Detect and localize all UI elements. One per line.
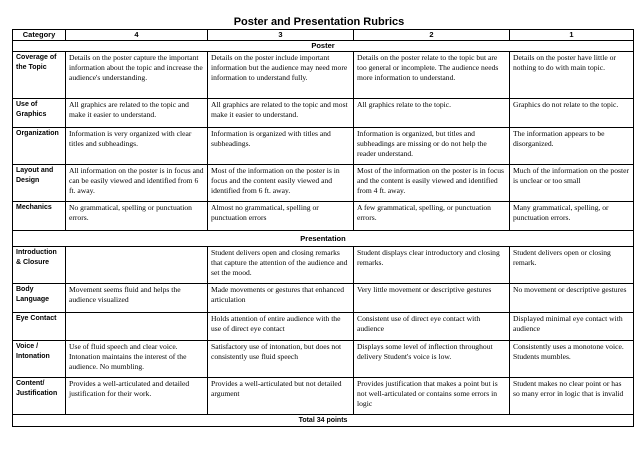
section-poster: Poster bbox=[13, 41, 634, 52]
table-row bbox=[13, 128, 634, 165]
score-1-cell: Many grammatical, spelling, or punctuation errors. bbox=[510, 202, 634, 231]
score-4-cell bbox=[66, 313, 208, 341]
category-cell: Voice / Intonation bbox=[13, 341, 66, 378]
score-1-cell: Consistently uses a monotone voice. Students mumbles. bbox=[510, 341, 634, 378]
score-2-cell: Consistent use of direct eye contact with audience bbox=[354, 313, 510, 341]
score-3-cell: Made movements or gestures that enhanced articulation bbox=[208, 284, 354, 313]
score-4-cell: Information is very organized with clear titles and subheadings. bbox=[66, 128, 208, 165]
score-3-cell: Satisfactory use of intonation, but does not consistently use fluid speech bbox=[208, 341, 354, 378]
score-3-cell: Details on the poster include important information but the audience may need more information to understand fully. bbox=[208, 52, 354, 99]
category-cell: Layout and Design bbox=[13, 165, 66, 202]
table-row bbox=[13, 165, 634, 202]
category-cell: Mechanics bbox=[13, 202, 66, 231]
score-3-cell: Almost no grammatical, spelling or punctuation errors bbox=[208, 202, 354, 231]
table-row bbox=[13, 99, 634, 128]
category-cell: Eye Contact bbox=[13, 313, 66, 341]
category-cell: Organization bbox=[13, 128, 66, 165]
score-4-cell: Details on the poster capture the important information about the topic and increase the audience's understanding. bbox=[66, 52, 208, 99]
header-score-3: 3 bbox=[208, 30, 354, 41]
score-2-cell: Displays some level of inflection throughout delivery Student's voice is low. bbox=[354, 341, 510, 378]
score-4-cell: Provides a well-articulated and detailed justification for their work. bbox=[66, 378, 208, 415]
category-cell: Coverage of the Topic bbox=[13, 52, 66, 99]
header-score-1: 1 bbox=[510, 30, 634, 41]
section-row-poster bbox=[13, 41, 634, 52]
category-cell: Content/ Justification bbox=[13, 378, 66, 415]
header-score-2: 2 bbox=[354, 30, 510, 41]
score-3-cell: All graphics are related to the topic and most make it easier to understand. bbox=[208, 99, 354, 128]
total-row bbox=[13, 415, 634, 427]
rubric-title: Poster and Presentation Rubrics bbox=[233, 16, 405, 28]
score-2-cell: Information is organized, but titles and subheadings are missing or do not help the reader understand. bbox=[354, 128, 510, 165]
score-3-cell: Provides a well-articulated but not detailed argument bbox=[208, 378, 354, 415]
score-2-cell: Provides justification that makes a point but is not well-articulated or contains some errors in logic bbox=[354, 378, 510, 415]
score-2-cell: Student displays clear introductory and closing remarks. bbox=[354, 247, 510, 284]
score-1-cell: The information appears to be disorganized. bbox=[510, 128, 634, 165]
score-1-cell: Much of the information on the poster is unclear or too small bbox=[510, 165, 634, 202]
score-4-cell: All information on the poster is in focus and can be easily viewed and identified from 6 ft. away. bbox=[66, 165, 208, 202]
header-category: Category bbox=[13, 30, 66, 41]
category-cell: Introduction & Closure bbox=[13, 247, 66, 284]
score-4-cell bbox=[66, 247, 208, 284]
table-row bbox=[13, 247, 634, 284]
score-2-cell: All graphics relate to the topic. bbox=[354, 99, 510, 128]
section-presentation: Presentation bbox=[13, 231, 634, 247]
score-1-cell: Student delivers open or closing remark. bbox=[510, 247, 634, 284]
category-cell: Use of Graphics bbox=[13, 99, 66, 128]
score-3-cell: Information is organized with titles and subheadings. bbox=[208, 128, 354, 165]
score-4-cell: All graphics are related to the topic and make it easier to understand. bbox=[66, 99, 208, 128]
category-cell: Body Language bbox=[13, 284, 66, 313]
score-2-cell: Details on the poster relate to the topic but are too general or incomplete. The audience needs more information to understand. bbox=[354, 52, 510, 99]
score-1-cell: Details on the poster have little or nothing to do with main topic. bbox=[510, 52, 634, 99]
table-row bbox=[13, 284, 634, 313]
table-row bbox=[13, 378, 634, 415]
score-1-cell: Displayed minimal eye contact with audience bbox=[510, 313, 634, 341]
header-score-4: 4 bbox=[66, 30, 208, 41]
table-row bbox=[13, 52, 634, 99]
table-row bbox=[13, 313, 634, 341]
score-3-cell: Most of the information on the poster is in focus and the content easily viewed and identified from 6 ft. away. bbox=[208, 165, 354, 202]
score-3-cell: Student delivers open and closing remarks that capture the attention of the audience and set the mood. bbox=[208, 247, 354, 284]
score-4-cell: No grammatical, spelling or punctuation errors. bbox=[66, 202, 208, 231]
score-4-cell: Use of fluid speech and clear voice. Intonation maintains the interest of the audience. No mumbling. bbox=[66, 341, 208, 378]
header-row bbox=[13, 30, 634, 41]
table-row bbox=[13, 202, 634, 231]
score-4-cell: Movement seems fluid and helps the audience visualized bbox=[66, 284, 208, 313]
score-2-cell: Very little movement or descriptive gestures bbox=[354, 284, 510, 313]
total-points: Total 34 points bbox=[13, 415, 634, 427]
score-3-cell: Holds attention of entire audience with the use of direct eye contact bbox=[208, 313, 354, 341]
score-2-cell: Most of the information on the poster is in focus and the content is easily viewed and identified from 4 ft. away. bbox=[354, 165, 510, 202]
score-1-cell: Student makes no clear point or has so many error in logic that is invalid bbox=[510, 378, 634, 415]
score-1-cell: Graphics do not relate to the topic. bbox=[510, 99, 634, 128]
table-row bbox=[13, 341, 634, 378]
rubric-table bbox=[12, 29, 634, 427]
section-row-presentation bbox=[13, 231, 634, 247]
score-2-cell: A few grammatical, spelling, or punctuation errors. bbox=[354, 202, 510, 231]
score-1-cell: No movement or descriptive gestures bbox=[510, 284, 634, 313]
